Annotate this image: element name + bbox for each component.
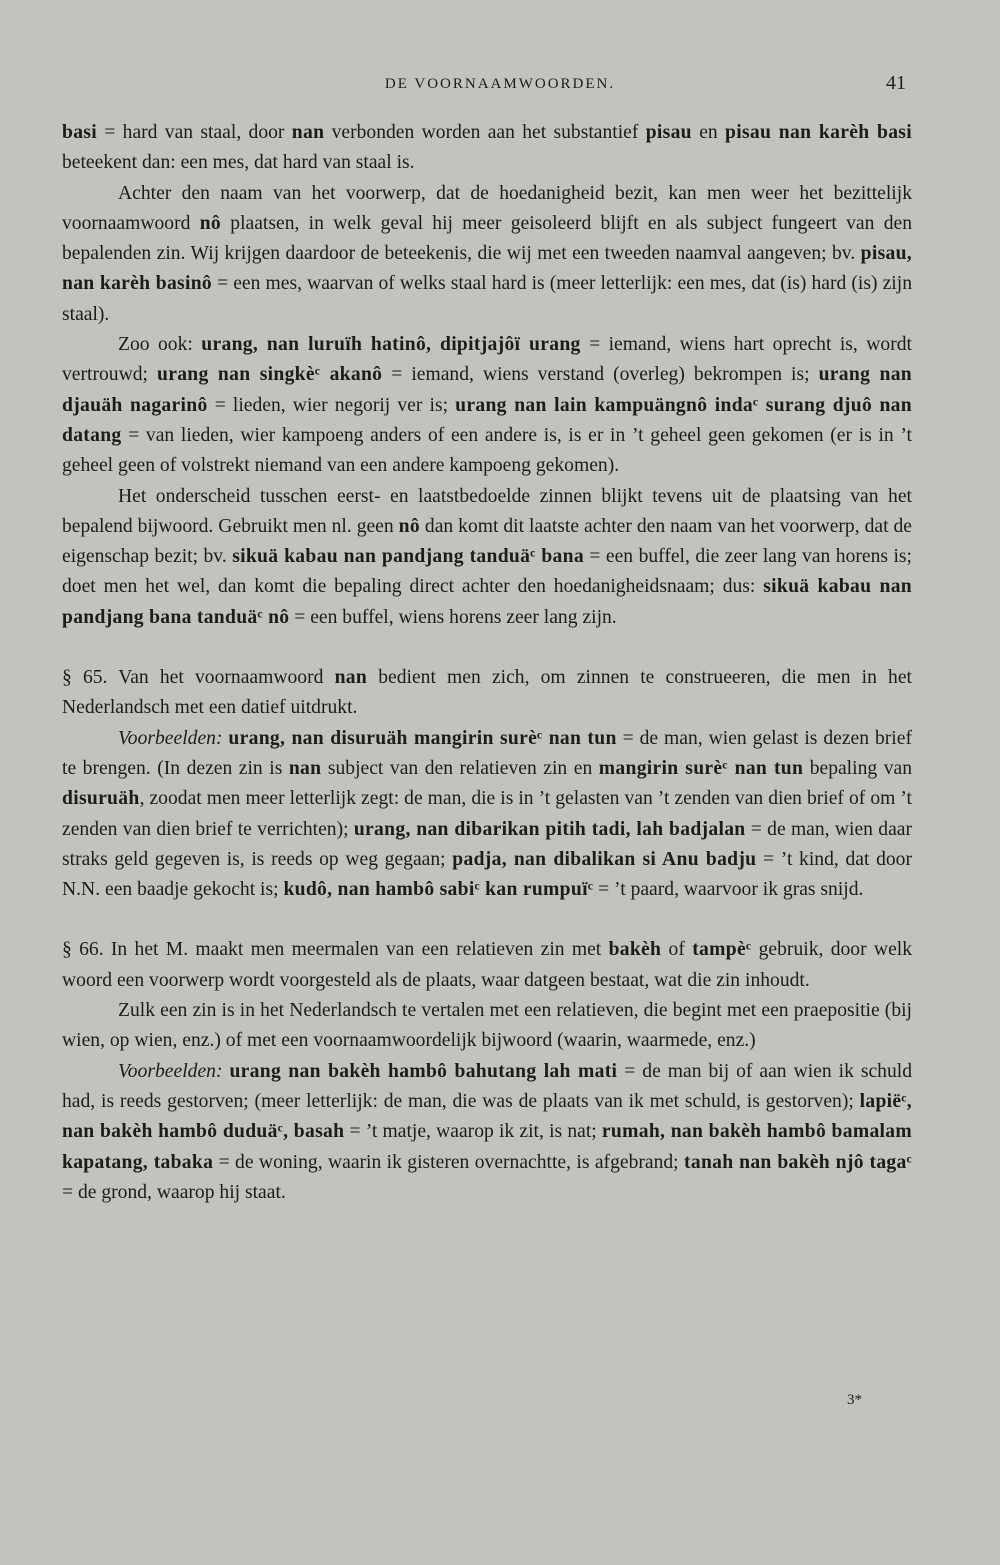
- page-number: 41: [886, 72, 906, 94]
- paragraph: [62, 179, 912, 330]
- text-run: = ’t kind, dat door N.N. een baadje gekocht is;: [62, 848, 912, 901]
- text-run: = de man, wien gelast is dezen brief te brengen. (In dezen zin is: [62, 727, 912, 779]
- malay-term: basi: [62, 122, 97, 143]
- text-run: = lieden, wier negorij ver is;: [207, 394, 456, 416]
- malay-term: urang nan bakèh hambô bahutang lah mati: [229, 1060, 618, 1082]
- text-run: = van lieden, wier kampoeng anders of een andere is, is er in ’t geheel geen gekomen (er is in ’t geheel geen of volstrekt niemand van een andere kampoeng gekomen).: [62, 424, 912, 477]
- malay-term: urang, nan dibarikan pitih tadi, lah badjalan: [353, 818, 746, 840]
- paragraph: [62, 482, 912, 633]
- malay-term: tampèᶜ: [692, 939, 752, 961]
- malay-term: padja, nan dibalikan si Anu badju: [452, 848, 757, 870]
- body-text: [62, 118, 912, 1208]
- italic-label: Voorbeelden:: [118, 1060, 223, 1082]
- malay-term: mangirin surèᶜ nan tun: [598, 757, 804, 779]
- paragraph: [62, 663, 912, 724]
- text-run: = de man, wien daar straks geld gegeven is, is reeds op weg gegaan;: [62, 818, 912, 870]
- text-run: bedient men zich, om zinnen te construeeren, die men in het Nederlandsch met een datief uitdrukt.: [62, 667, 912, 719]
- malay-term: pisau: [645, 122, 692, 143]
- text-run: bepaling van: [803, 757, 912, 779]
- paragraph: [62, 724, 912, 906]
- malay-term: nô: [199, 212, 221, 234]
- text-run: of: [661, 939, 693, 961]
- malay-term: tanah nan bakèh njô tagaᶜ: [684, 1151, 912, 1173]
- malay-term: rumah, nan bakèh hambô bamalam kapatang, tabaka: [62, 1121, 913, 1173]
- text-run: = een buffel, die zeer lang van horens is; doet men het wel, dan komt die bepaling direct achter den hoedanigheidsnaam; dus:: [62, 546, 913, 598]
- text-run: = ’t paard, waarvoor ik gras snijd.: [593, 879, 864, 901]
- text-run: plaatsen, in welk geval hij meer geisoleerd blijft en als subject fungeert van den bepalenden zin. Wij krijgen daardoor de beteekenis, die wij met een tweeden naamval aangeven; bv.: [62, 212, 912, 265]
- text-run: dan komt dit laatste achter den naam van het voorwerp, dat de eigenschap bezit; bv.: [62, 515, 912, 568]
- malay-term: pisau nan karèh basi: [725, 122, 912, 143]
- malay-term: urang nan singkèᶜ akanô: [157, 364, 383, 386]
- malay-term: kudô, nan hambô sabiᶜ kan rumpuïᶜ: [283, 879, 594, 901]
- text-run: en: [691, 122, 726, 143]
- text-run: = iemand, wiens hart oprecht is, wordt vertrouwd;: [62, 334, 912, 386]
- text-run: subject van den relatieven zin en: [321, 757, 599, 779]
- malay-term: urang nan lain kampuängnô indaᶜ surang djuô nan datang: [62, 394, 912, 446]
- text-run: = iemand, wiens verstand (overleg) bekrompen is;: [382, 364, 819, 386]
- text-run: = hard van staal, door: [96, 122, 292, 143]
- italic-label: Voorbeelden:: [118, 727, 223, 749]
- malay-term: nan: [288, 757, 322, 779]
- running-head: DE VOORNAAMWOORDEN.: [384, 76, 616, 92]
- text-run: = een mes, waarvan of welks staal hard is (meer letterlijk: een mes, dat (is) hard (is) zijn staal).: [62, 273, 912, 325]
- text-run: § 66. In het M. maakt men meermalen van een relatieven zin met: [62, 939, 609, 961]
- paragraph: [62, 996, 912, 1057]
- malay-term: disuruäh: [62, 788, 140, 810]
- text-run: = ’t matje, waarop ik zit, is nat;: [344, 1121, 602, 1143]
- text-run: = de woning, waarin ik gisteren overnachtte, is afgebrand;: [213, 1151, 685, 1173]
- malay-term: lapiëᶜ, nan bakèh hambô duduäᶜ, basah: [62, 1090, 912, 1143]
- text-run: = de grond, waarop hij staat.: [62, 1181, 286, 1203]
- text-run: § 65. Van het voornaamwoord: [62, 667, 335, 689]
- text-run: Zulk een zin is in het Nederlandsch te vertalen met een relatieven, die begint met een praepositie (bij wien, op wien, enz.) of met een voornaamwoordelijk bijwoord (waarin, waarmede, enz.): [62, 1000, 912, 1052]
- malay-term: urang, nan luruïh hatinô, dipitjajôï urang: [201, 334, 581, 356]
- text-run: verbonden worden aan het substantief: [324, 122, 646, 143]
- malay-term: bakèh: [608, 939, 662, 961]
- malay-term: urang, nan disuruäh mangirin surèᶜ nan tun: [228, 727, 617, 749]
- paragraph: [62, 935, 912, 996]
- malay-term: urang nan djauäh nagarinô: [62, 364, 912, 416]
- malay-term: sikuä kabau nan pandjang tanduäᶜ bana: [232, 546, 584, 568]
- page-header: [0, 72, 1000, 100]
- paragraph: [62, 330, 912, 481]
- text-run: , zoodat men meer letterlijk zegt: de man, die is in ’t gelasten van ’t zenden van dien brief of om ’t zenden van dien brief te verrichten);: [62, 788, 912, 840]
- text-run: Het onderscheid tusschen eerst- en laatstbedoelde zinnen blijkt tevens uit de plaatsing van het bepalend bijwoord. Gebruikt men nl. geen: [62, 485, 912, 537]
- text-run: Achter den naam van het voorwerp, dat de hoedanigheid bezit, kan men weer het bezittelijk voornaamwoord: [62, 182, 912, 234]
- malay-term: nan: [334, 667, 368, 689]
- paragraph: [62, 1057, 912, 1208]
- text-run: = de man bij of aan wien ik schuld had, is reeds gestorven; (meer letterlijk: de man, die was de plaats van ik met schuld, is gestorven);: [62, 1060, 913, 1112]
- signature-mark: 3*: [847, 1392, 862, 1408]
- paragraph: [62, 118, 912, 179]
- text-run: gebruik, door welk woord een voorwerp wordt voorgesteld als de plaats, waar datgeen bestaat, wat die zin inhoudt.: [62, 939, 913, 991]
- malay-term: sikuä kabau nan pandjang bana tanduäᶜ nô: [62, 576, 912, 628]
- malay-term: nô: [398, 515, 420, 537]
- text-run: beteekent dan: een mes, dat hard van staal is.: [62, 152, 415, 174]
- malay-term: nan: [291, 122, 325, 143]
- malay-term: pisau, nan karèh basinô: [62, 243, 912, 295]
- text-run: = een buffel, wiens horens zeer lang zijn.: [289, 606, 617, 628]
- text-run: Zoo ook:: [118, 334, 202, 356]
